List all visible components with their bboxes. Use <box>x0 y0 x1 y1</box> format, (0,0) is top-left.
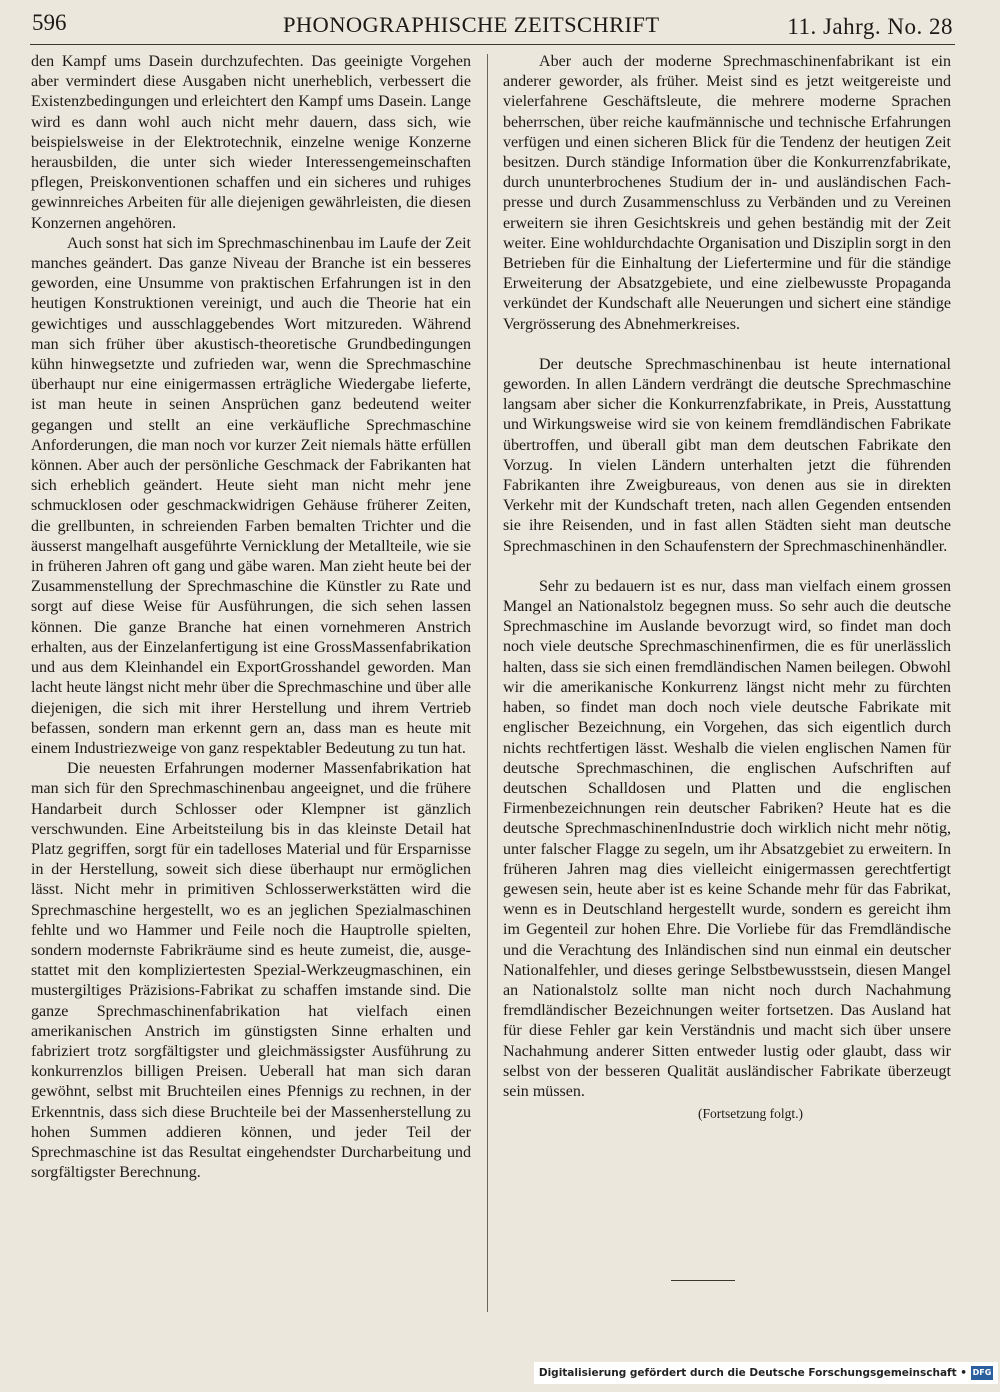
paragraph: Auch sonst hat sich im Sprechmaschinenbau im Laufe der Zeit manches geändert. Das ganze Niveau der Branche ist ein besseres geworden, eine Unsumme von praktischen Erfahrungen ist in den heutigen Konstruktionen vereinigt, und auch die Theorie hat ein gewichtiges und ausschlaggebendes Wort mitzureden. Während man sich früher über akustisch-theoretische Grundbedingungen kühn hinwegsetzte und zufrieden war, wenn die Sprechmaschine überhaupt nur eine einigermassen erträgliche Wiedergabe lieferte, ist man heute in seinen Ansprüchen ganz bedeutend weiter gegangen und stellt an eine verkäufliche Sprechmaschine Anforderungen, die man noch vor kurzer Zeit niemals hätte erfüllen können. Aber auch der persönliche Geschmack der Fabrikanten hat sich erheblich geändert. Heute sieht man nicht mehr jene schmucklosen oder geschmackwidrigen Gehäuse früherer Zeiten, die grellbunten, in schreienden Farben bemalten Trichter und die äusserst mangelhaft ausgeführte Vernicklung der Metallteile, wie sie in früheren Jahren oft gang und gäbe waren. Man zieht heute bei der Zusammenstellung der Sprechmaschine die Künstler zu Rate und sorgt auf diese Weise für Ausführungen, die sich sehen lassen können. Die ganze Branche hat einen vornehmeren Anstrich erhalten, aus der Einzelanfertigung ist eine GrossMassenfabrikation und aus dem Kleinhandel ein ExportGrosshandel geworden. Man lacht heute längst nicht mehr über die Sprechmaschine und über alle diejenigen, die sich mit ihrer Herstellung und ihrem Vertrieb befassen, sondern man erkennt gern an, dass man es heute mit einem Industriezweige von ganz respektabler Bedeutung zu tun hat. <box>31 234 471 757</box>
paragraph: den Kampf ums Dasein durchzufechten. Das geeinigte Vorgehen aber vermindert diese Ausgaben nicht unerheblich, verbessert die Existenzbedingungen und erleichtert den Kampf ums Dasein. Lange wird es dann wohl auch nicht mehr dauern, dass sich, wie beispielsweise in der Elektrotechnik, einzelne wenige Konzerne herausbilden, die unter sich wieder Interessengemeinschaften pflegen, Preiskonventionen schaffen und ein sicheres und ruhiges gewinnreiches Arbeiten für alle diejenigen gewährleisten, die diesen Konzernen angehören. <box>31 53 471 232</box>
continuation-note: (Fortsetzung folgt.) <box>698 1106 803 1122</box>
paragraph: Der deutsche Sprechmaschinenbau ist heute international geworden. In allen Ländern verdrängt die deutsche Sprechmaschine langsam aber sicher die Konkurrenzfabrikate, in Preis, Ausstattung und Wirkungsweise wird sie von keinem fremdländischen Fabrikate übertroffen, und überall gibt man dem deutschen Fabrikate den Vorzug. In vielen Ländern unterhalten jetzt die führenden Fabrikanten ihre Zweigbureaus, von denen aus sie in direkten Verkehr mit der Kundschaft treten, nach allen Gegenden entsenden sie ihre Reisenden, und in fast allen Städten sieht man deutsche Sprechmaschinen in den Schaufenstern der Sprechmaschinenhändler. <box>503 355 951 555</box>
page-header <box>30 8 955 45</box>
right-column <box>503 52 951 1124</box>
column-divider <box>487 54 488 1312</box>
end-rule <box>671 1280 735 1281</box>
paragraph: Die neuesten Erfahrungen moderner Massenfabrikation hat man sich für den Sprechmaschinenbau angeeignet, und die frühere Handarbeit durch Schlosser oder Klempner ist gänzlich verschwunden. Eine Arbeitsteilung bis in das kleinste Detail hat Platz gegriffen, sorgt für ein tadelloses Material und für Ersparnisse in der Herstellung, soweit sich diese überhaupt nur ermöglichen lässt. Nicht mehr in primitiven Schlosserwerkstätten wird die Sprechmaschine hergestellt, wo es an jeglichen Spezialmaschinen fehlte und wo Hammer und Feile noch die Hauptrolle spielten, sondern modernste Fabrikräume sind es heute zumeist, die, ausgestattet mit den kompliziertesten Spezial-Werkzeugmaschinen, ein mustergiltiges Präzisions-Fabrikat zu schaffen imstande sind. Die ganze Sprechmaschinenfabrikation hat vielfach einen amerikanischen Anstrich im günstigsten Sinne erhalten und fabriziert trotz sorgfältigster und gleichmässigster Ausführung zu konkurrenzlos billigen Preisen. Ueberall hat man sich daran gewöhnt, selbst mit Bruchteilen eines Pfennigs zu rechnen, in der Erkenntnis, dass sich diese Bruchteile bei der Massenherstellung zu hohen Summen addieren können, und jeder Teil der Sprechmaschine ist das Resultat eingehendster Durcharbeitung und sorgfältigster Berechnung. <box>31 760 471 1182</box>
journal-title: PHONOGRAPHISCHE ZEITSCHRIFT <box>283 12 660 37</box>
funding-notice: Digitalisierung gefördert durch die Deutsche Forschungsgemeinschaft • <box>538 1367 967 1379</box>
page-number: 596 <box>32 10 67 35</box>
issue-label: 11. Jahrg. No. 28 <box>787 14 953 39</box>
paragraph: Aber auch der moderne Sprechmaschinenfabrikant ist ein anderer geworder, als früher. Meist sind es jetzt weitgereiste und vielerfahrene Geschäftsleute, die mehrere moderne Sprachen beherrschen, über reiche kaufmännische und technische Erfahrungen verfügen und einen sicheren Blick für die Tendenz der heutigen Zeit besitzen. Durch ständige Information über die Konkurrenzfabrikate, durch ununterbrochenes Studium der in- und ausländischen Fachpresse und durch Zusammenschluss zu Verbänden und zu Vereinen erweitern sie ihren Gesichtskreis und gehen beständig mit der Zeit weiter. Eine wohldurchdachte Organisation und Disziplin sorgt in den Betrieben für die Einhaltung der Liefertermine und für die ständige Erweiterung der Absatzgebiete, und eine zielbewusste Propaganda verkündet der Kundschaft alle Neuerungen und sichert eine ständige Vergrösserung des Abnehmerkreises. <box>503 53 951 333</box>
left-column <box>31 52 471 1183</box>
dfg-logo-icon: DFG <box>971 1366 993 1380</box>
paragraph: Sehr zu bedauern ist es nur, dass man vielfach einem grossen Mangel an Nationalstolz begegnen muss. So sehr auch die deutsche Sprechmaschine im Auslande bevorzugt wird, so findet man doch noch viele deutsche Sprechmaschinenfirmen, die es für unerlässlich halten, dass sie sich einen fremdländischen Namen beilegen. Obwohl wir die amerikanische Konkurrenz längst nicht mehr zu fürchten haben, so findet man doch noch viele deutsche Fabrikate mit englischer Bezeichnung, ein Vorgehen, das sich eigentlich durch nichts rechtfertigen lässt. Weshalb die vielen englischen Namen für deutsche Sprechmaschinen, die englischen Aufschriften auf deutschen Schalldosen und Platten und die englischen Firmenbezeichnungen rein deutscher Fabriken? Heute hat es die deutsche SprechmaschinenIndustrie doch wirklich nicht mehr nötig, unter falscher Flagge zu segeln, um ihr Absatzgebiet zu erweitern. In früheren Jahren mag dies vielleicht einigermassen gerechtfertigt gewesen sein, heute aber ist es keine Schande mehr für das Fabrikat, wenn es in Deutschland hergestellt wurde, sondern es gereicht ihm im Gegenteil zur hohen Ehre. Die Vorliebe für das Fremdländische und die Verachtung des Inländischen sind nun einmal ein deutscher Nationalfehler, und dieses geringe Selbstbewusstsein, diesen Mangel an Nationalstolz sollte man nicht noch durch Nachahmung fremdländischer Bezeichnungen weiter fortsetzen. Das Ausland hat für diese Fehler gar kein Verständnis und macht sich über unsere Nachahmung anderer Sitten entweder lustig oder glaubt, dass wir selbst von der besseren Qualität ausländischer Fabrikate überzeugt sein müssen. <box>503 577 951 1100</box>
digitization-footer <box>534 1362 998 1384</box>
